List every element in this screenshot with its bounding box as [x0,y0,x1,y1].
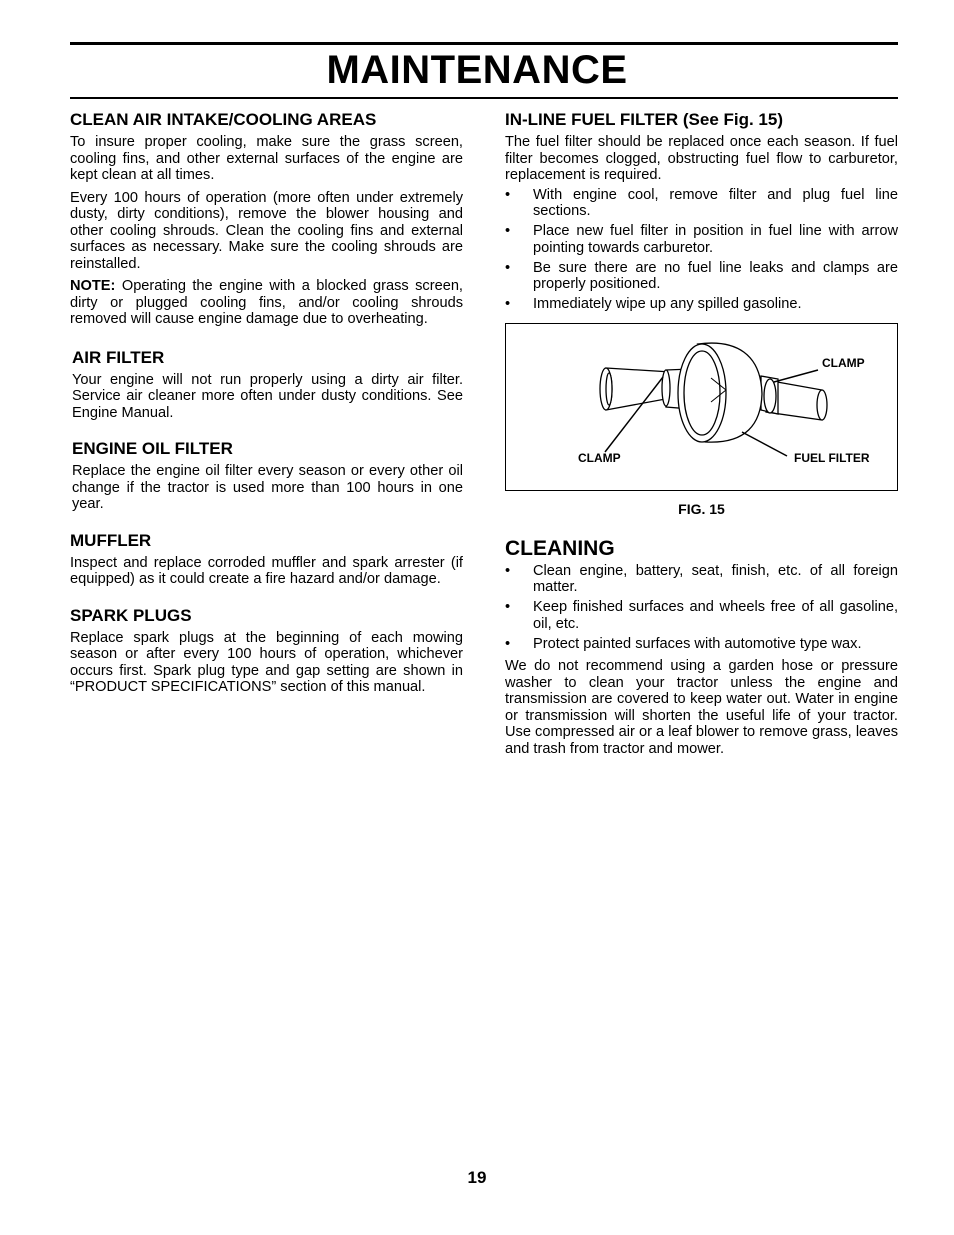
list-item: • Place new fuel filter in position in fuel line with arrow pointing towards carburetor. [505,223,898,256]
spark-plugs-text: Replace spark plugs at the beginning of each mowing season or after every 100 hours of operation, whichever occurs first. Spark plug type and gap setting are shown in “PRODUCT SPECIFICATIONS” section of this manual. [70,629,463,695]
section-air-filter [70,348,463,422]
bullet: • [505,223,511,239]
title-underline-rule [70,97,898,99]
list-item: • Immediately wipe up any spilled gasoline. [505,296,802,312]
oil-filter-heading: ENGINE OIL FILTER [72,439,233,458]
air-filter-heading: AIR FILTER [72,347,165,367]
bullet: • [505,296,511,312]
page-title: MAINTENANCE [326,48,628,92]
clean-air-note [70,278,463,328]
clean-air-heading: CLEAN AIR INTAKE/COOLING AREAS [70,110,377,129]
bullet: • [505,599,511,615]
list-item: • Be sure there are no fuel line leaks and clamps are properly positioned. [505,259,898,292]
oil-filter-text: Replace the engine oil filter every season or every other oil change if the tractor is used more than 100 hours in one year. [72,463,463,512]
cleaning-list [505,563,898,653]
fuel-filter-heading: IN-LINE FUEL FILTER (See Fig. 15) [505,110,784,129]
cleaning-text: We do not recommend using a garden hose or pressure washer to clean your tractor unless the engine and transmission are covered to keep water out. Water in engine or transmission will shorten the useful life of your tractor. Use compressed air or a leaf blower to remove grass, leaves and trash from tractor and mower. [505,658,898,757]
note-text: Operating the engine with a blocked grass screen, dirty or plugged cooling fins, and/or cooling shrouds removed will cause engine damage due to overheating. [70,278,463,327]
figure-label-clamp-bottom: CLAMP [578,450,621,465]
bullet: • [505,562,511,579]
spark-plugs-heading: SPARK PLUGS [70,605,192,625]
list-item: • Keep finished surfaces and wheels free of all gasoline, oil, etc. [505,599,898,632]
bullet: • [505,635,511,652]
section-spark-plugs [70,606,463,696]
page-number: 19 [467,1168,487,1187]
section-muffler [70,531,463,588]
bullet: • [505,186,511,203]
muffler-text: Inspect and replace corroded muffler and spark arrester (if equipped) as it could create a fire hazard and/or damage. [70,554,463,587]
right-column [505,110,898,763]
figure-15-box [505,323,898,491]
figure-label-clamp-top: CLAMP [822,355,865,370]
list-item: • Protect painted surfaces with automotive type wax. [505,635,862,652]
clean-air-paragraph-1: To insure proper cooling, make sure the grass screen, cooling fins, and other external surfaces of the engine are kept clean at all times. [70,134,463,183]
list-item: • Clean engine, battery, seat, finish, etc. of all foreign matter. [505,562,898,595]
fuel-filter-list [505,187,898,313]
fuel-filter-illustration [506,324,897,490]
list-item: • With engine cool, remove filter and plug fuel line sections. [505,186,898,219]
clean-air-paragraph-2: Every 100 hours of operation (more often under extremely dusty, dirty conditions), remove the blower housing and other cooling shrouds. Clean the cooling fins and external surfaces as necessary. Make sure the cooling shrouds are reinstalled. [70,189,463,272]
bullet: • [505,259,511,276]
section-clean-air-intake [70,110,463,328]
muffler-heading: MUFFLER [70,530,152,550]
figure-label-fuel-filter: FUEL FILTER [794,450,870,465]
note-label: NOTE: [70,278,116,294]
figure-caption: FIG. 15 [678,500,725,517]
left-column [70,110,463,714]
section-engine-oil-filter [70,439,463,513]
air-filter-text: Your engine will not run properly using a dirty air filter. Service air cleaner more often under dusty conditions. See Engine Manual. [72,371,463,421]
cleaning-heading: CLEANING [505,536,615,560]
fuel-filter-intro: The fuel filter should be replaced once each season. If fuel filter becomes clogged, obstructing fuel flow to carburetor, replacement is required. [505,134,898,183]
